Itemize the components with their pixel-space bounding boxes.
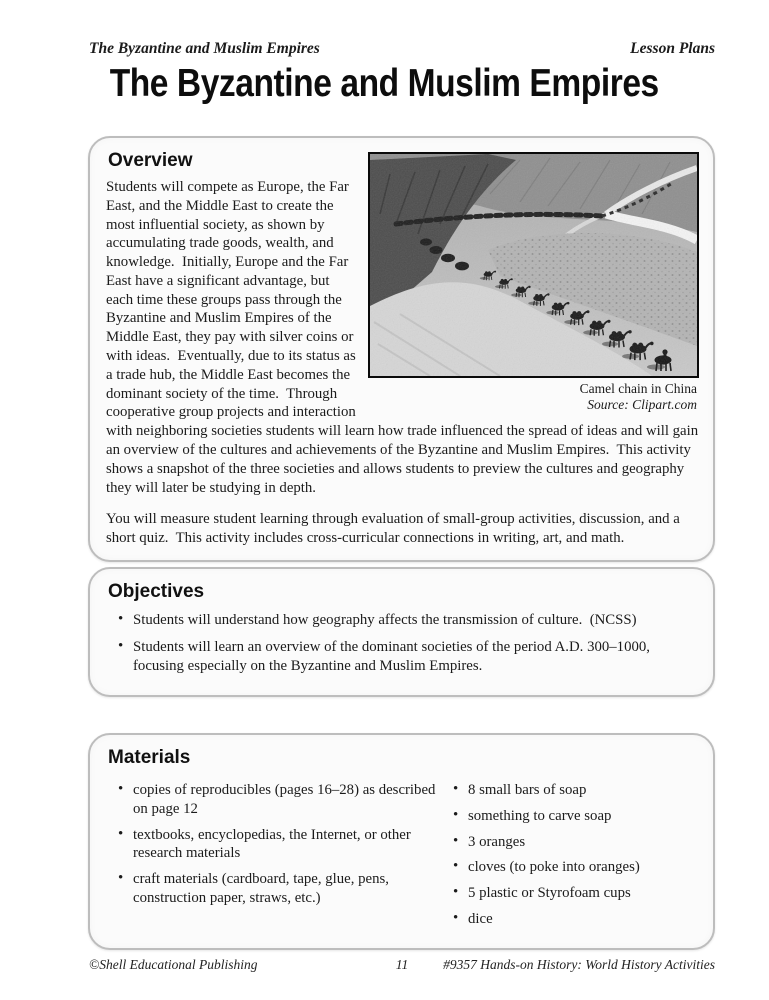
photo-caption: Camel chain in China	[579, 381, 697, 396]
materials-right-list	[451, 781, 699, 929]
page-footer	[89, 957, 715, 973]
objectives-heading: Objectives	[108, 581, 205, 602]
objectives-section	[88, 567, 715, 697]
materials-bullet: • 5 plastic or Styrofoam cups	[451, 884, 699, 903]
photo-source: Source: Clipart.com	[587, 397, 697, 413]
running-head-left: The Byzantine and Muslim Empires	[89, 40, 320, 57]
footer-book-title: #9357 Hands-on History: World History Activities	[443, 957, 715, 972]
footer-publisher: ©Shell Educational Publishing	[89, 957, 258, 972]
footer-page-number: 11	[395, 957, 409, 972]
overview-paragraph-1: Students will compete as Europe, the Far East, and the Middle East to create the most influential society, as shown by accumulating trade goods, wealth, and knowledge. Initially, Europe and the Far East have a significant advantage, but each time these groups pass through the Byzantine and Muslim Empires of the Middle East, they pay with silver coins or with ideas. Eventually, due to its status as a trade hub, the Middle East becomes the dominant society of the time. Through cooperative group projects and interaction with neighboring societies students will learn how trade influenced the spread of ideas and will gain an overview of the cultures and achievements of the Byzantine and Muslim Empires. This activity shows a snapshot of the three societies and allows students to preview the cultures and geography they will later be studying in depth.	[106, 179, 702, 496]
running-head	[89, 40, 715, 58]
materials-section	[88, 733, 715, 950]
overview-heading: Overview	[108, 150, 193, 171]
materials-left-column	[106, 773, 441, 936]
camel-caravan-illustration	[370, 154, 697, 376]
materials-right-column	[441, 773, 699, 936]
materials-bullet: • dice	[451, 910, 699, 929]
camel-caravan-figure	[368, 152, 699, 414]
materials-bullet: • copies of reproducibles (pages 16–28) as described on page 12	[116, 781, 441, 819]
photo-caption-block	[368, 381, 699, 414]
objectives-bullet: • Students will understand how geography affects the transmission of culture. (NCSS)	[116, 611, 699, 630]
objectives-bullet: • Students will learn an overview of the dominant societies of the period A.D. 300–1000, focusing especially on the Byzantine and Muslim Empires.	[116, 638, 699, 676]
materials-bullet: • something to carve soap	[451, 807, 699, 826]
materials-left-list	[116, 781, 441, 908]
running-head-right: Lesson Plans	[630, 40, 715, 57]
materials-columns	[106, 773, 699, 936]
materials-bullet: • craft materials (cardboard, tape, glue, pens, construction paper, straws, etc.)	[116, 870, 441, 908]
page-title: The Byzantine and Muslim Empires	[109, 62, 660, 105]
page-title-container	[0, 62, 769, 106]
objectives-list	[116, 611, 699, 675]
materials-bullet: • 8 small bars of soap	[451, 781, 699, 800]
overview-section	[88, 136, 715, 562]
materials-heading: Materials	[108, 747, 191, 768]
materials-bullet: • cloves (to poke into oranges)	[451, 858, 699, 877]
materials-bullet: • textbooks, encyclopedias, the Internet, or other research materials	[116, 826, 441, 864]
overview-paragraph-2: You will measure student learning through evaluation of small-group activities, discussion, and a short quiz. This activity includes cross-curricular connections in writing, art, and math.	[106, 511, 684, 547]
camel-caravan-photo	[368, 152, 699, 378]
materials-bullet: • 3 oranges	[451, 833, 699, 852]
